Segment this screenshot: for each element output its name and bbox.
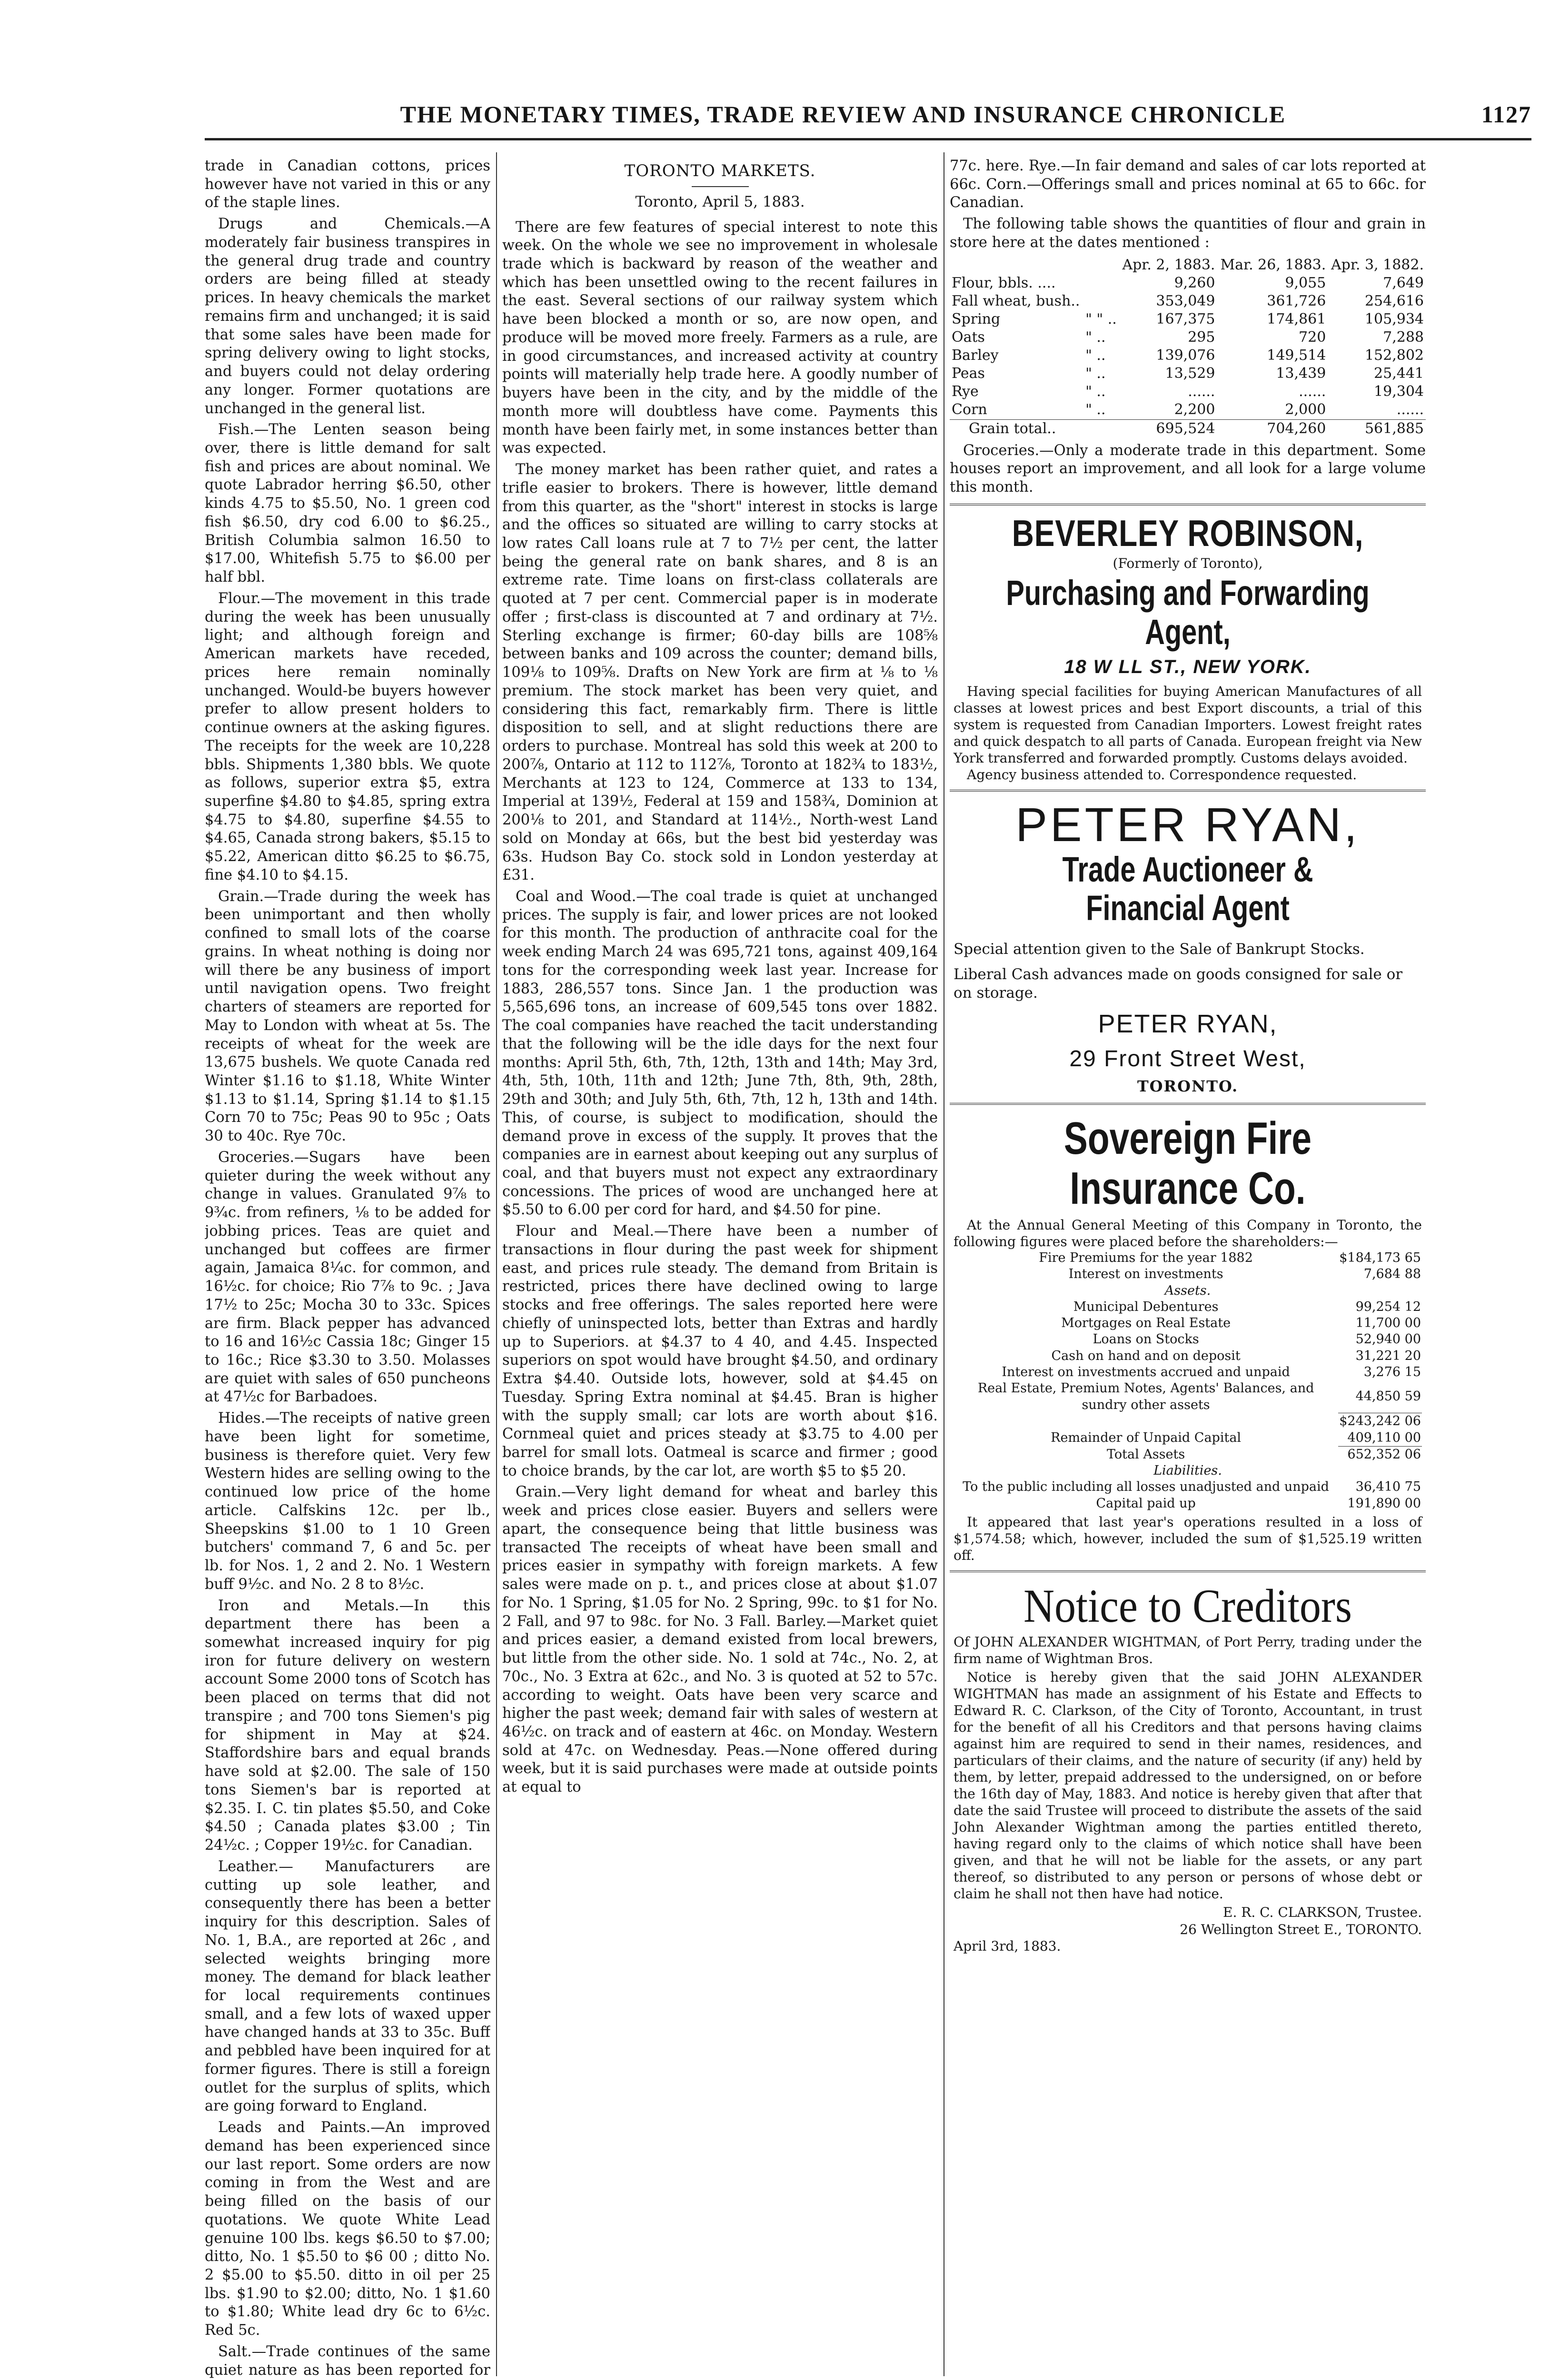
table-row: Flour, bbls. .... 9,260 9,055 7,649 bbox=[952, 274, 1424, 291]
paragraph-leather: Leather.— Manufacturers are cutting up sole leather, and consequently there has been a better inquiry for this description. Sales of No. 1, B.A., are reported at 26c , and selected weights bringing more money. The demand for black leather for local requirements continues small, and a few lots of waxed upper have changed hands at 33 to 35c. Buff and pebbled have been inquired for at former figures. There is still a foreign outlet for the surplus of splits, which are going forward to England. bbox=[205, 1858, 490, 2115]
ad-formerly: (Formerly of Toronto), bbox=[1113, 555, 1263, 571]
page-title: THE MONETARY TIMES, TRADE REVIEW AND INSURANCE CHRONICLE bbox=[400, 101, 1286, 128]
ad-name: PETER RYAN, bbox=[1015, 798, 1360, 852]
title-rule bbox=[692, 186, 749, 187]
table-row: Peas " .. 13,529 13,439 25,441 bbox=[952, 365, 1424, 382]
ad-trade: Trade Auctioneer & Financial Agent bbox=[1062, 849, 1313, 928]
ad-line-1: Special attention given to the Sale of Bankrupt Stocks. bbox=[954, 940, 1365, 958]
notice-address: 26 Wellington Street E., TORONTO. bbox=[1180, 1921, 1422, 1937]
table-row: Fall wheat, bush.. 353,049 361,726 254,616 bbox=[952, 292, 1424, 309]
column-header: Mar. 26, 1883. bbox=[1220, 256, 1326, 273]
ad-address: 18 W LL ST., NEW YORK. bbox=[1064, 656, 1312, 678]
ad-beverley-robinson bbox=[950, 504, 1426, 790]
column-header: Apr. 2, 1883. bbox=[1122, 256, 1215, 273]
paragraph-groceries: Groceries.—Sugars have been quieter during the week without any change in values. Granulated 9⅞ to 9¾c. from refiners, ⅛ to be added for jobbing prices. Teas are quiet and unchanged but coffees are firmer again, Jamaica 8¼c. for common, and 16½c. for choice; Rio 7⅞ to 9c. ; Java 17½ to 25c; Mocha 30 to 33c. Spices are firm. Black pepper has advanced to 16 and 16½c Cassia 18c; Ginger 15 to 16c.; Rice $3.30 to 3.50. Molasses are quiet with sales of 650 puncheons at 47½c for Barbadoes. bbox=[205, 1149, 490, 1406]
paragraph-leads-paints: Leads and Paints.—An improved demand has been experienced since our last report. Some orders are now coming in from the West and are being filled on the basis of our quotations. We quote White Lead genuine 100 lbs. kegs $6.50 to $7.00; ditto, No. 1 $5.50 to $6 00 ; ditto No. 2 $5.00 to $5.50. ditto in oil per 25 lbs. $1.90 to $2.00; ditto, No. 1 $1.60 to $1.80; White lead dry 6c to 6½c. Red 5c. bbox=[205, 2119, 490, 2339]
ad-name: BEVERLEY ROBINSON, bbox=[1012, 512, 1364, 554]
paragraph-flour-meal: Flour and Meal.—There have been a number of transactions in flour during the past week for shipment east, and prices rule steady. The demand from Britain is restricted, prices there have declined owing to large stocks and free offerings. The sales reported here were chiefly of uninspected lots, better than Extras and hardly up to Superiors. at $4.37 to 4 40, and 4.45. Inspected superiors on spot would have brought $4.50, and ordinary Extra $4.40. Outside lots, however, sold at $4.45 on Tuesday. Spring Extra nominal at $4.45. Bran is higher with the supply small; car lots are worth about $16. Cornmeal quiet and prices steady at $3.75 to 4.00 per barrel for small lots. Oatmeal is scarce and firmer ; good to choice brands, by the car lot, are worth $5 to $5 20. bbox=[502, 1223, 938, 1479]
table-row: Mortgages on Real Estate 11,700 00 bbox=[1061, 1316, 1421, 1331]
table-row: To the public including all losses unadjusted and unpaid 36,410 75 bbox=[963, 1479, 1421, 1495]
dateline: Toronto, April 5, 1883. bbox=[635, 193, 805, 211]
table-row: Interest on investments accrued and unpaid 3,276 15 bbox=[1002, 1365, 1421, 1379]
notice-body: Notice is hereby given that the said JOHN ALEXANDER WIGHTMAN has made an assignment of his Estate and Effects to Edward R. C. Clarkson, of the City of Toronto, Accountant, in trust for the benefit of all his Creditors and that persons having claims against him are required to send in their names, residences, and particulars of their claims, and the nature of security (if any) held by them, by letter, prepaid addressed to the undersigned, on or before the 16th day of May, 1883. And notice is hereby given that after that date the said Trustee will proceed to distribute the assets of the said John Alexander Wightman among the parties entitled thereto, having regard only to the claims of which notice shall have been given, and that he will not be liable for the assets, or any part thereof, so distributed to any person or persons of whose debt or claim he shall not then have had notice. bbox=[954, 1669, 1422, 1902]
page-header bbox=[205, 98, 1531, 131]
ad-address: 29 Front Street West, bbox=[1069, 1046, 1306, 1072]
table-row: Real Estate, Premium Notes, Agents' Balances, and sundry other assets 44,850 59 bbox=[977, 1381, 1421, 1412]
page-number: 1127 bbox=[1481, 101, 1531, 128]
notice-title: Notice to Creditors bbox=[1023, 1579, 1352, 1633]
ad-name: Sovereign Fire Insurance Co. bbox=[1063, 1112, 1312, 1214]
table-row: Oats " .. 295 720 7,288 bbox=[952, 329, 1424, 346]
paragraph-cottons: trade in Canadian cottons, prices however have not varied in this or any of the staple lines. bbox=[205, 158, 490, 211]
table-row: Municipal Debentures 99,254 12 bbox=[1073, 1299, 1421, 1314]
table-header-row bbox=[950, 256, 1426, 274]
ad-trade: Purchasing and Forwarding Agent, bbox=[1006, 573, 1370, 652]
notice-to-creditors bbox=[950, 1570, 1426, 1962]
table-row: Corn " .. 2,200 2,000 ...... bbox=[952, 401, 1424, 418]
paragraph-coal-wood: Coal and Wood.—The coal trade is quiet at unchanged prices. The supply is fair, and lower prices are not looked for this month. The production of anthracite coal for the week ending March 24 was 695,721 tons, against 409,164 tons for the corresponding week last year. Increase for 1883, 286,557 tons. Since Jan. 1 the production was 5,565,696 tons, an increase of 609,545 tons over 1882. The coal companies have reached the tacit understanding that the following will be the idle days for the next four months: April 5th, 6th, 7th, 12th, 13th and 14th; May 3rd, 4th, 5th, 10th, 11th and 12th; June 7th, 8th, 9th, 28th, 29th and 30th; and July 5th, 6th, 7th, 12 h, 13th and 14th. This, of course, is subject to modification, should the demand prove in excess of the supply. It proves that the companies are in earnest about keeping out any surplus of coal, and that buyers must not expect any extraordinary concessions. The prices of wood are unchanged here at $5.50 to 6.00 per cord for hard, and $4.50 for pine. bbox=[502, 888, 938, 1219]
grain-stock-table bbox=[950, 256, 1426, 438]
ad-name-2: PETER RYAN, bbox=[1098, 1009, 1278, 1038]
liabilities-label: Liabilities. bbox=[1153, 1463, 1222, 1478]
table-row: Remainder of Unpaid Capital 409,110 00 bbox=[1051, 1430, 1421, 1445]
subtotal-row: $243,242 06 bbox=[954, 1413, 1422, 1430]
notice-signature: E. R. C. CLARKSON, Trustee. bbox=[1223, 1904, 1422, 1921]
paragraph-flour: Flour.—The movement in this trade during the week has been unusually light; and although foreign and American markets have receded, prices here remain nominally unchanged. Would-be buyers however prefer to allow present holders to continue owners at the asking figures. The receipts for the week are 10,228 bbls. Shipments 1,380 bbls. We quote as follows, superior extra $5, extra superfine $4.80 to $4.85, spring extra $4.75 to $4.80, superfine $4.55 to $4.65, Canada strong bakers, $5.15 to $5.22, American ditto $6.25 to $6.75, fine $4.10 to $4.15. bbox=[205, 590, 490, 883]
paragraph-table-intro: The following table shows the quantities of flour and grain in store here at the dates mentioned : bbox=[950, 216, 1426, 251]
table-row: Fire Premiums for the year 1882 $184,173 65 bbox=[1039, 1250, 1421, 1266]
ad-line-2: Liberal Cash advances made on goods consigned for sale or on storage. bbox=[954, 965, 1403, 1002]
section-title: TORONTO MARKETS. bbox=[624, 161, 816, 180]
paragraph-overview: There are few features of special interest to note this week. On the whole we see no improvement in wholesale trade which is backward by reason of the weather and which has been unsettled owing to the recent failures in the east. Several sections of our railway system which have been blocked a month or so, are now open, and produce will be moved more freely. Farmers as a rule, are in good circumstances, and increased activity at country points will materially help trade here. A goodly number of buyers have been in the city, and by the middle of the month more will doubtless have come. Payments this month have been fairly met, in some instances better than was expected. bbox=[502, 218, 938, 457]
paragraph-iron-metals: Iron and Metals.—In this department there has been a somewhat increased inquiry for pig iron for future delivery on western account Some 2000 tons of Scotch has been placed on terms that did not transpire ; and 700 tons Siemen's pig for shipment in May at $24. Staffordshire bars and equal brands have sold at $2.00. The sale of 150 tons Siemen's bar is reported at $2.35. I. C. tin plates $5.50, and Coke $4.50 ; Canada plates $3.00 ; Tin 24½c. ; Copper 19½c. for Canadian. bbox=[205, 1597, 490, 1854]
financial-table bbox=[954, 1250, 1422, 1512]
notice-date: April 3rd, 1883. bbox=[954, 1938, 1061, 1954]
ad-peter-ryan bbox=[950, 790, 1426, 1103]
table-total-row: Grain total.. 695,524 704,260 561,885 bbox=[950, 419, 1426, 438]
paragraph-fish: Fish.—The Lenten season being over, there is little demand for salt fish and prices are about nominal. We quote Labrador herring $6.50, other kinds 4.75 to $5.50, No. 1 green cod fish $6.50, dry cod 6.00 to $6.25., British Columbia salmon 16.50 to $17.00, Whitefish 5.75 to $6.00 per half bbl. bbox=[205, 421, 490, 586]
paragraph-hides: Hides.—The receipts of native green have been light for sometime, business is therefore quiet. Very few Western hides are selling owing to the continued low price of the home article. Calfskins 12c. per lb., Sheepskins $1.00 to 1 10 Green butchers' command 7, 6 and 5c. per lb. for Nos. 1, 2 and 2. No. 1 Western buff 9½c. and No. 2 8 to 8½c. bbox=[205, 1410, 490, 1593]
table-row: Rye " .. ...... ...... 19,304 bbox=[952, 383, 1424, 400]
table-row: Interest on investments 7,684 88 bbox=[1068, 1267, 1421, 1282]
assets-label: Assets. bbox=[1164, 1283, 1211, 1298]
paragraph-drugs: Drugs and Chemicals.—A moderately fair business transpires in the general drug trade and country orders are being filled at steady prices. In heavy chemicals the market remains firm and unchanged; it is said that some sales have been made for spring delivery owing to light stocks, and buyers could not delay ordering any longer. Former quotations are unchanged in the general list. bbox=[205, 216, 490, 417]
paragraph-grain: Grain.—Very light demand for wheat and barley this week and prices close easier. Buyers and sellers were apart, the consequence being that little business was transacted The receipts of wheat have been small and prices easier in sympathy with foreign markets. A few sales were made on p. t., and prices close at about $1.07 for No. 1 Spring, $1.05 for No. 2 Spring, 99c. to $1 for No. 2 Fall, and 97 to 98c. for No. 3 Fall. Barley.—Market quiet and prices easier, a demand existed from local brewers, but little from the other side. No. 1 sold at 74c., No. 2, at 70c., No. 3 Extra at 62c., and No. 3 is quoted at 52 to 57c. according to weight. Oats have been very scarce and higher the past week; demand fair with sales of western at 46½c. on track and of eastern at 46c. on Monday. Western sold at 47c. on Wednesday. Peas.—None offered during week, but it is said purchases were made at outside points at equal to bbox=[502, 1484, 938, 1796]
paragraph-salt: Salt.—Trade continues of the same quiet nature as has been reported for bbox=[205, 2343, 490, 2379]
notice-subtitle: Of JOHN ALEXANDER WIGHTMAN, of Port Perry, trading under the firm name of Wightman Bros. bbox=[954, 1634, 1422, 1667]
table-row: Loans on Stocks 52,940 00 bbox=[1093, 1332, 1421, 1347]
column-trade-review bbox=[205, 157, 490, 2380]
ad-footnote: It appeared that last year's operations resulted in a loss of $1,574.58; which, however, included the sum of $1,525.19 written off. bbox=[954, 1514, 1422, 1564]
table-row: Barley " .. 139,076 149,514 152,802 bbox=[952, 347, 1424, 364]
column-header: Apr. 3, 1882. bbox=[1331, 256, 1424, 273]
table-row: Spring " " .. 167,375 174,861 105,934 bbox=[952, 310, 1424, 327]
ad-city: TORONTO. bbox=[1137, 1077, 1239, 1096]
column-rule-1 bbox=[496, 152, 497, 2376]
table-row: Cash on hand and on deposit 31,221 20 bbox=[1051, 1348, 1421, 1363]
total-row: Total Assets 652,352 06 bbox=[954, 1446, 1422, 1463]
column-toronto-markets bbox=[502, 157, 938, 2380]
paragraph-money-market: The money market has been rather quiet, and rates a trifle easier to brokers. There is however, little demand from this quarter, as the "short" interest in stocks is large and the offices so situated are willing to carry stocks at low rates Call loans rule at 7 to 7½ per cent, the latter being the general rate on bank shares, and 8 is an extreme rate. Time loans on first-class collaterals are quoted at 7 per cent. Commercial paper is in moderate offer ; first-class is discounted at 7 and ordinary at 7½. Sterling exchange is firmer; 60-day bills are 108⅝ between banks and 109 across the counter; demand bills, 109⅛ to 109⅝. Drafts on New York are firm at ⅛ to ⅛ premium. The stock market has been very quiet, and considering this fact, remarkably firm. There is little disposition to sell, and at slight reductions there are orders to purchase. Montreal has sold this week at 200 to 200⅞, Ontario at 112 to 112⅞, Toronto at 182¾ to 183½, Merchants at 123 to 124, Commerce at 133 to 134, Imperial at 139½, Federal at 159 and 158¾, Dominion at 200⅛ to 201, and Standard at 114½., North-west Land sold on Monday at 66s, but the best bid yesterday was 63s. Hudson Bay Co. stock sold in London yesterday at £31. bbox=[502, 461, 938, 884]
ad-intro: At the Annual General Meeting of this Company in Toronto, the following figures were placed before the shareholders:— bbox=[954, 1217, 1422, 1250]
paragraph-rye-corn: 77c. here. Rye.—In fair demand and sales of car lots reported at 66c. Corn.—Offerings small and prices nominal at 65 to 66c. for Canadian. bbox=[950, 158, 1426, 211]
paragraph-grain: Grain.—Trade during the week has been unimportant and then wholly confined to small lots of the coarse grains. In wheat nothing is doing nor will there be any business of import until navigation opens. Two freight charters of steamers are reported for May to London with wheat at 5s. The receipts of wheat for the week are 13,675 bushels. We quote Canada red Winter $1.16 to $1.18, White Winter $1.13 to $1.14, Spring $1.14 to $1.15 Corn 70 to 75c; Peas 90 to 95c ; Oats 30 to 40c. Rye 70c. bbox=[205, 888, 490, 1145]
table-row: Capital paid up 191,890 00 bbox=[1096, 1496, 1421, 1511]
ad-sovereign-fire bbox=[950, 1103, 1426, 1570]
ad-body: Having special facilities for buying American Manufactures of all classes at lowest prices and best Export discounts, a trial of this system is requested from Canadian Importers. Lowest freight rates and quick despatch to all parts of Canada. European freight via New York transferred and forwarded promptly. Customs delays avoided. bbox=[954, 683, 1422, 766]
header-rule bbox=[205, 138, 1531, 140]
ad-agency: Agency business attended to. Correspondence requested. bbox=[967, 766, 1357, 783]
paragraph-groceries: Groceries.—Only a moderate trade in this department. Some houses report an improvement, and all look for a large volume this month. bbox=[950, 442, 1426, 496]
column-grain-and-ads bbox=[950, 157, 1426, 2380]
